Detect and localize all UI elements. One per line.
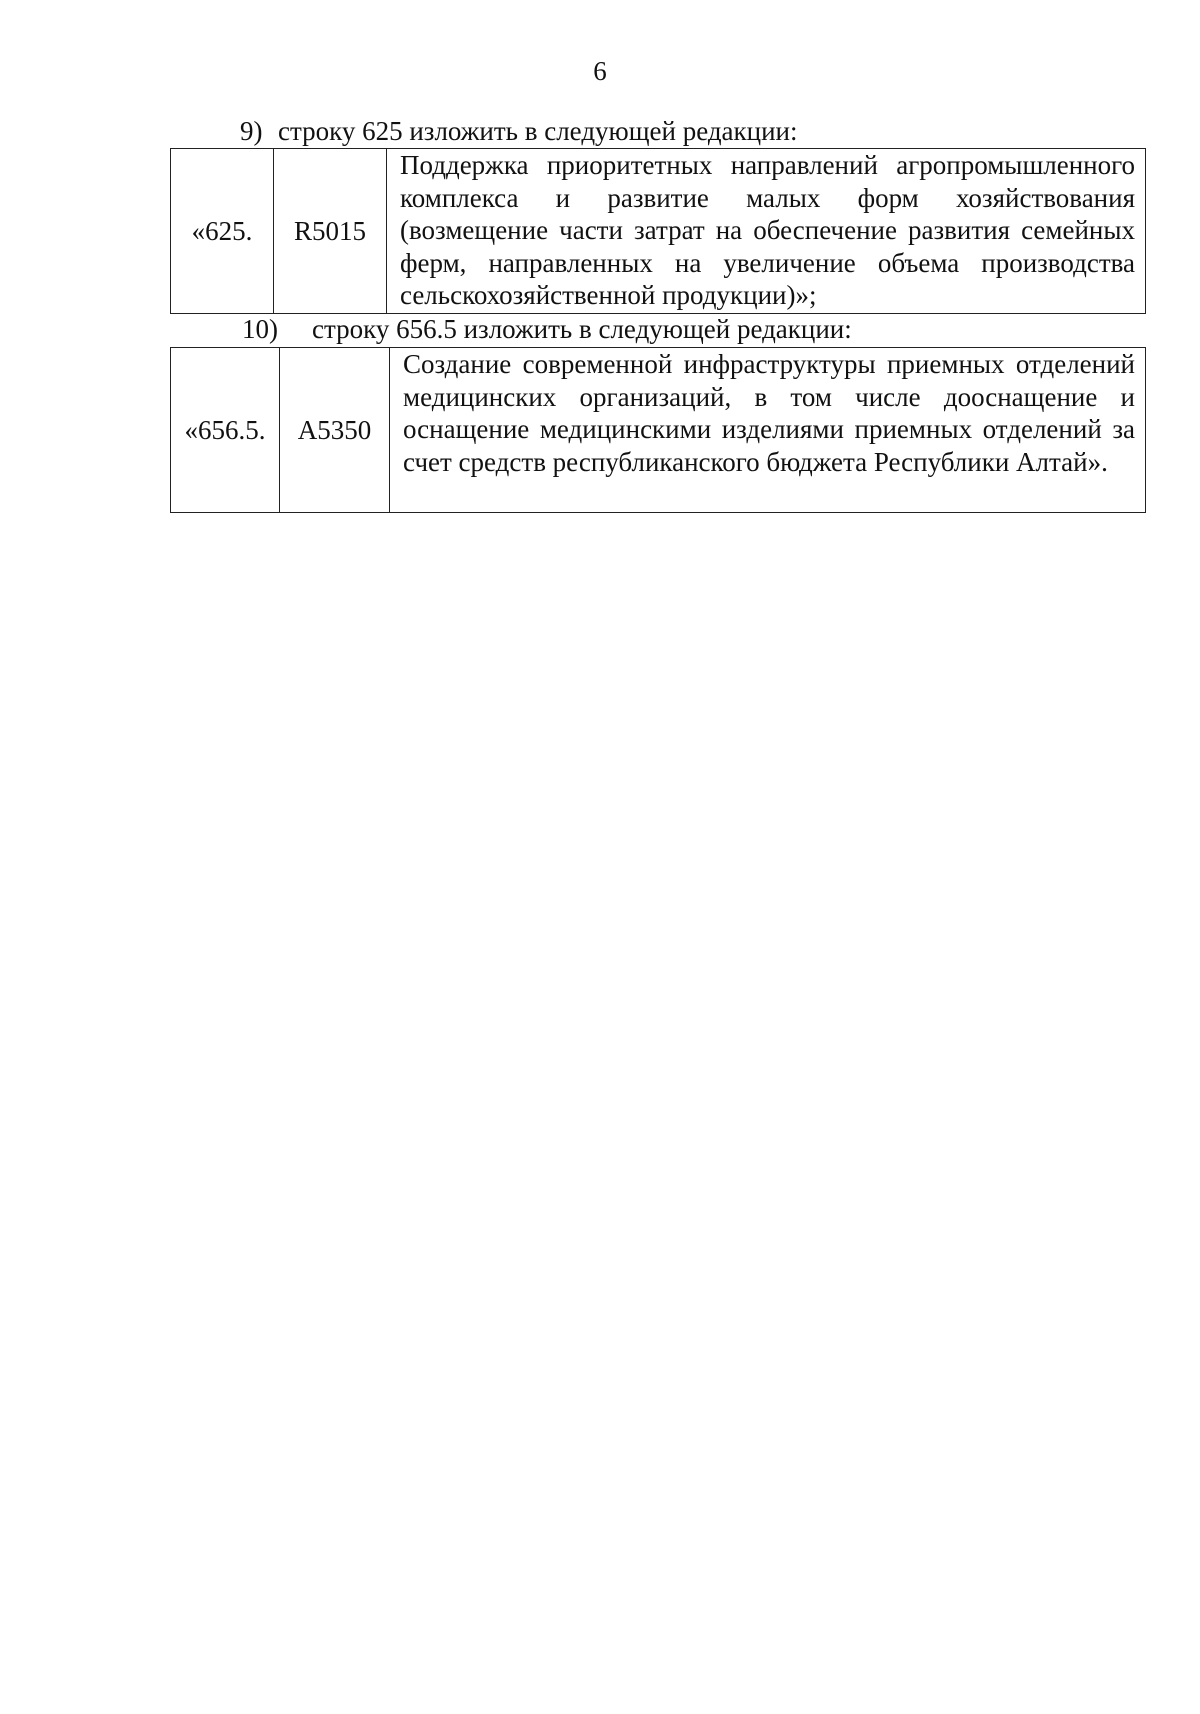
description-cell: Создание современной инфраструктуры приемных отделений медицинских организаций, в том числе дооснащение и оснащение медицинскими изделиями приемных отделений за счет средств республиканского бюджета Республики Алтай». xyxy=(390,348,1146,513)
line-number-cell: «625. xyxy=(171,149,274,314)
amendment-item-number: 10) xyxy=(242,314,278,344)
budget-code-cell: A5350 xyxy=(280,348,390,513)
amendment-instruction-10 xyxy=(242,314,852,344)
amendment-item-number: 9) xyxy=(240,116,263,146)
table-row xyxy=(171,149,1146,314)
amendment-table-656-5 xyxy=(170,347,1146,513)
description-cell: Поддержка приоритетных направлений агропромышленного комплекса и развитие малых форм хозяйствования (возмещение части затрат на обеспечение развития семейных ферм, направленных на увеличение объема производства сельскохозяйственной продукции)»; xyxy=(387,149,1146,314)
amendment-instruction-9 xyxy=(240,116,798,146)
amendment-instruction-text: строку 656.5 изложить в следующей редакции: xyxy=(312,314,852,344)
budget-code-cell: R5015 xyxy=(274,149,387,314)
table-row xyxy=(171,348,1146,513)
line-number-cell: «656.5. xyxy=(171,348,280,513)
amendment-table-625 xyxy=(170,148,1146,314)
page-number: 6 xyxy=(593,56,607,86)
amendment-instruction-text: строку 625 изложить в следующей редакции: xyxy=(278,116,798,146)
